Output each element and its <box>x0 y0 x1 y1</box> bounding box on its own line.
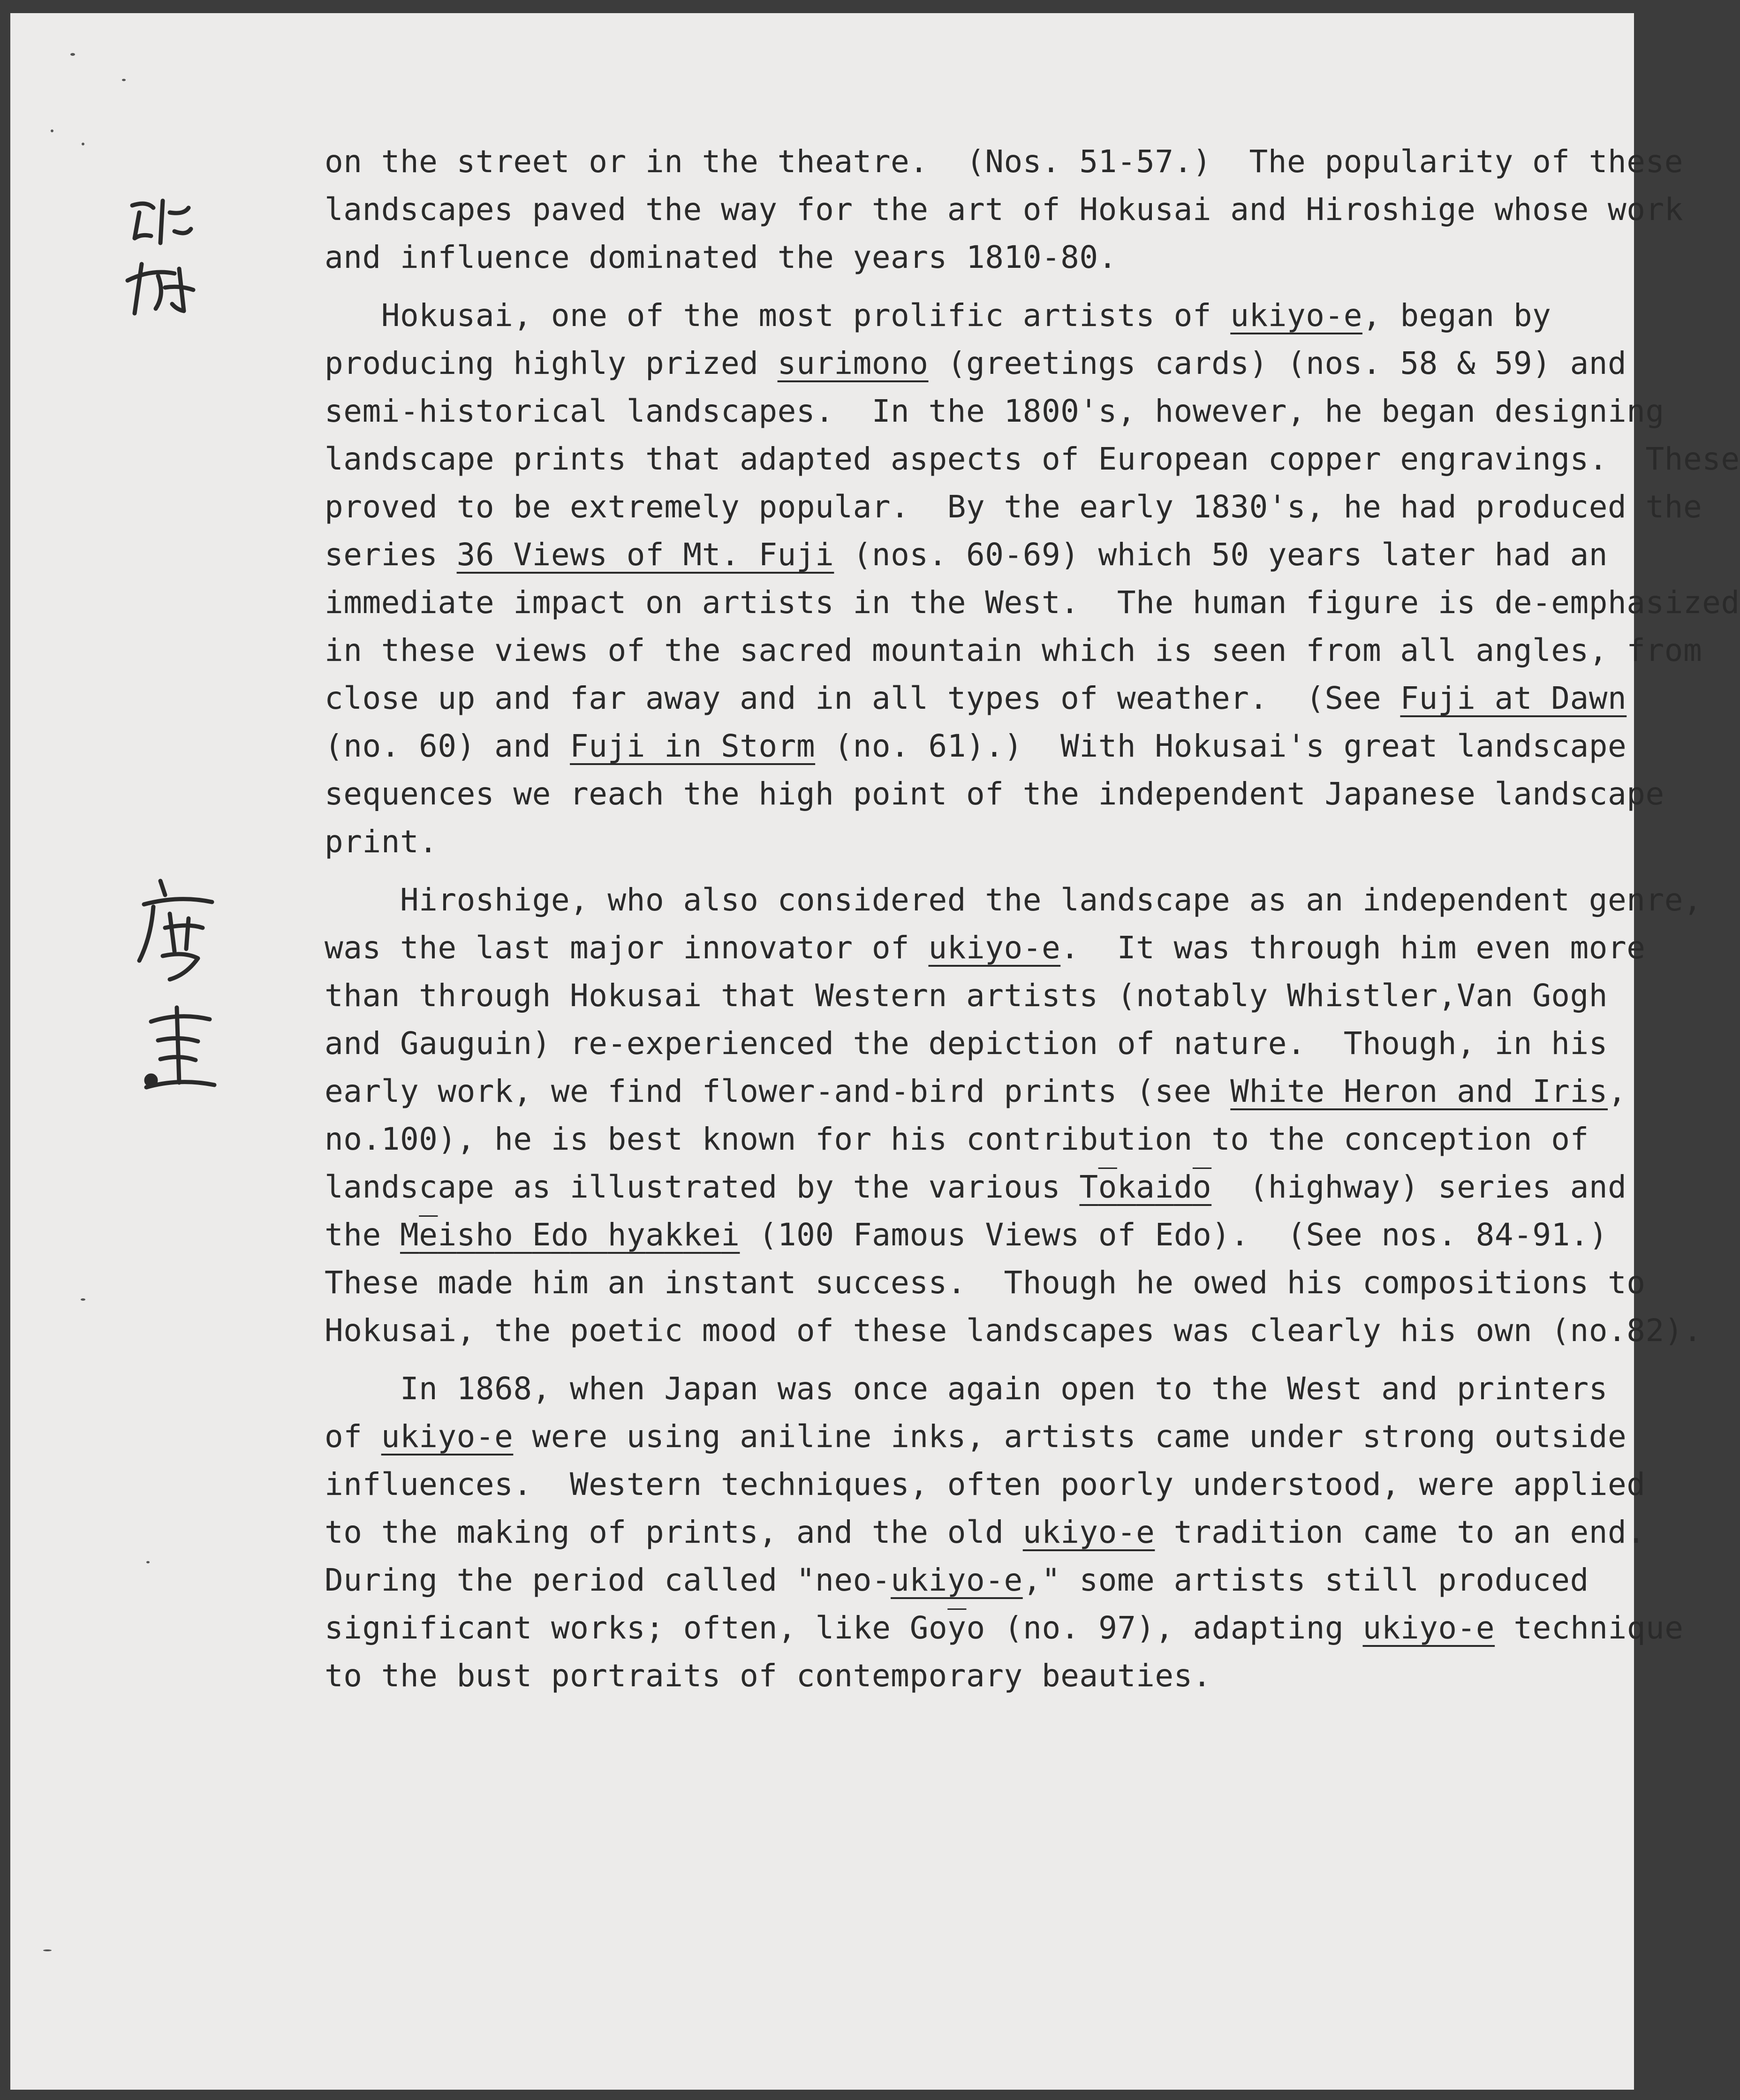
text-run: early work, we find flower-and-bird prints (see <box>325 1073 1231 1109</box>
text-run: significant works; often, like $Go\overline{y}o$ <box>325 1610 985 1646</box>
text-run: tradition came to an end. <box>1155 1514 1646 1550</box>
text-line <box>325 1365 1608 1413</box>
text-run: and influence dominated the years 1810-80. <box>325 239 1117 275</box>
text-run: , <box>1608 1073 1627 1109</box>
text-run: semi-historical landscapes. In the 1800's, however, he began designing <box>325 393 1664 429</box>
text-run: Hokusai, the poetic mood of these landscapes was clearly his own (no.82). <box>325 1312 1702 1349</box>
body-text <box>325 138 1740 1700</box>
text-line <box>325 675 1627 722</box>
text-run: close up and far away and in all types of weather. (See <box>325 680 1400 716</box>
text-run: (greetings cards) (nos. 58 & 59) and <box>928 345 1627 381</box>
text-run: technique <box>1495 1610 1684 1646</box>
text-run: than through Hokusai that Western artists (notably Whistler,Van Gogh <box>325 978 1608 1014</box>
text-line <box>325 770 1664 818</box>
text-run: (no. 97), adapting <box>985 1610 1363 1646</box>
text-run: to the bust portraits of contemporary beauties. <box>325 1658 1212 1694</box>
text-run: series <box>325 537 457 573</box>
text-run: These made him an instant success. Though he owed his compositions to <box>325 1265 1646 1301</box>
text-run: (100 Famous Views of Edo). (See nos. 84-91.) <box>740 1217 1608 1253</box>
text-line <box>325 340 1627 387</box>
page-speck <box>43 1949 52 1951</box>
text-run: proved to be extremely popular. By the early 1830's, he had produced the <box>325 489 1702 525</box>
text-line <box>325 972 1608 1020</box>
underlined-title: White Heron and Iris <box>1230 1073 1608 1109</box>
text-run: landscapes paved the way for the art of Hokusai and Hiroshige whose work <box>325 191 1683 227</box>
text-run: In 1868, when Japan was once again open to the West and printers <box>325 1371 1608 1407</box>
text-run: was the last major innovator of <box>325 930 929 966</box>
text-line <box>325 1068 1627 1115</box>
text-line <box>325 924 1646 972</box>
text-line <box>325 387 1664 435</box>
underlined-title: ukiyo-e <box>1362 1610 1495 1646</box>
text-run: no.100), he is best known for his contribution to the conception of <box>325 1121 1589 1157</box>
text-line <box>325 1461 1646 1509</box>
text-line <box>325 1115 1591 1163</box>
text-line <box>325 1020 1608 1068</box>
text-run: ," some artists still produced <box>1022 1562 1589 1598</box>
page-speck <box>70 53 75 56</box>
text-run: influences. Western techniques, often poorly understood, were applied <box>325 1466 1646 1502</box>
underlined-title: ukiyo-e <box>891 1562 1023 1598</box>
text-line <box>325 531 1608 579</box>
page-speck <box>51 129 53 132</box>
page-speck <box>122 79 126 81</box>
page-speck <box>81 1298 85 1301</box>
text-line <box>325 579 1740 627</box>
text-line <box>325 722 1627 770</box>
text-line <box>325 1556 1591 1604</box>
text-line <box>325 234 1591 281</box>
text-line <box>325 1509 1646 1556</box>
underlined-title: Meisho Edo hyakkei <box>400 1217 740 1253</box>
text-run: , began by <box>1362 297 1551 334</box>
text-run: on the street or in the theatre. (Nos. 51-57.) The popularity of these <box>325 144 1683 180</box>
text-run: landscape prints that adapted aspects of European copper engravings. These <box>325 441 1740 477</box>
text-line <box>325 186 1683 234</box>
text-run: producing highly prized <box>325 345 778 381</box>
text-run: During the period called "neo- <box>325 1562 891 1598</box>
text-line <box>325 876 1702 924</box>
paragraph <box>325 292 1740 866</box>
text-run: . It was through him even more <box>1060 930 1646 966</box>
text-line <box>325 1604 1684 1652</box>
text-run: in these views of the sacred mountain which is seen from all angles, from <box>325 632 1702 668</box>
underlined-title: ukiyo-e <box>1022 1514 1155 1550</box>
text-run: to the making of prints, and the old <box>325 1514 1023 1550</box>
text-line <box>325 1652 1591 1700</box>
text-line <box>325 1211 1608 1259</box>
text-run: (no. 61).) With Hokusai's great landscape <box>815 728 1627 764</box>
text-line <box>325 292 1591 340</box>
underlined-title: surimono <box>777 345 929 381</box>
underlined-title: Tokaido <box>1079 1169 1212 1205</box>
text-line <box>325 138 1683 186</box>
hokusai-signature-icon <box>113 187 207 327</box>
text-line <box>325 1307 1702 1355</box>
page-speck <box>82 143 84 145</box>
text-line <box>325 1413 1627 1461</box>
text-run: (highway) series and <box>1211 1169 1627 1205</box>
underlined-title: 36 Views of Mt. Fuji <box>456 537 834 573</box>
underlined-title: Fuji at Dawn <box>1400 680 1627 716</box>
text-line <box>325 1163 1627 1211</box>
text-run: sequences we reach the high point of the independent Japanese landscape <box>325 776 1664 812</box>
text-run: Hiroshige, who also considered the landscape as an independent genre, <box>325 882 1702 918</box>
underlined-title: Fuji in Storm <box>570 728 816 764</box>
text-line <box>325 435 1740 483</box>
underlined-title: ukiyo-e <box>381 1418 514 1455</box>
text-run: the <box>325 1217 400 1253</box>
paragraph <box>325 138 1683 281</box>
underlined-title: ukiyo-e <box>928 930 1061 966</box>
text-line <box>325 627 1702 675</box>
text-line <box>325 818 1591 866</box>
text-run: Hokusai, one of the most prolific artists of <box>325 297 1231 334</box>
hiroshige-signature-icon <box>132 867 226 1111</box>
text-run: were using aniline inks, artists came under strong outside <box>513 1418 1627 1455</box>
document-page <box>10 13 1740 2090</box>
text-line <box>325 483 1702 531</box>
text-line <box>325 1259 1646 1307</box>
text-run: and Gauguin) re-experienced the depiction of nature. Though, in his <box>325 1025 1608 1061</box>
text-run: immediate impact on artists in the West. The human figure is de-emphasized <box>325 584 1740 621</box>
text-run: print. <box>325 824 438 860</box>
text-run: (no. 60) and <box>325 728 570 764</box>
text-run: (nos. 60-69) which 50 years later had an <box>834 537 1608 573</box>
paragraph <box>325 1365 1684 1700</box>
text-run: of <box>325 1418 381 1455</box>
page-speck <box>146 1561 150 1563</box>
paragraph <box>325 876 1702 1355</box>
text-run: landscape as illustrated by the various <box>325 1169 1080 1205</box>
underlined-title: ukiyo-e <box>1230 297 1362 334</box>
